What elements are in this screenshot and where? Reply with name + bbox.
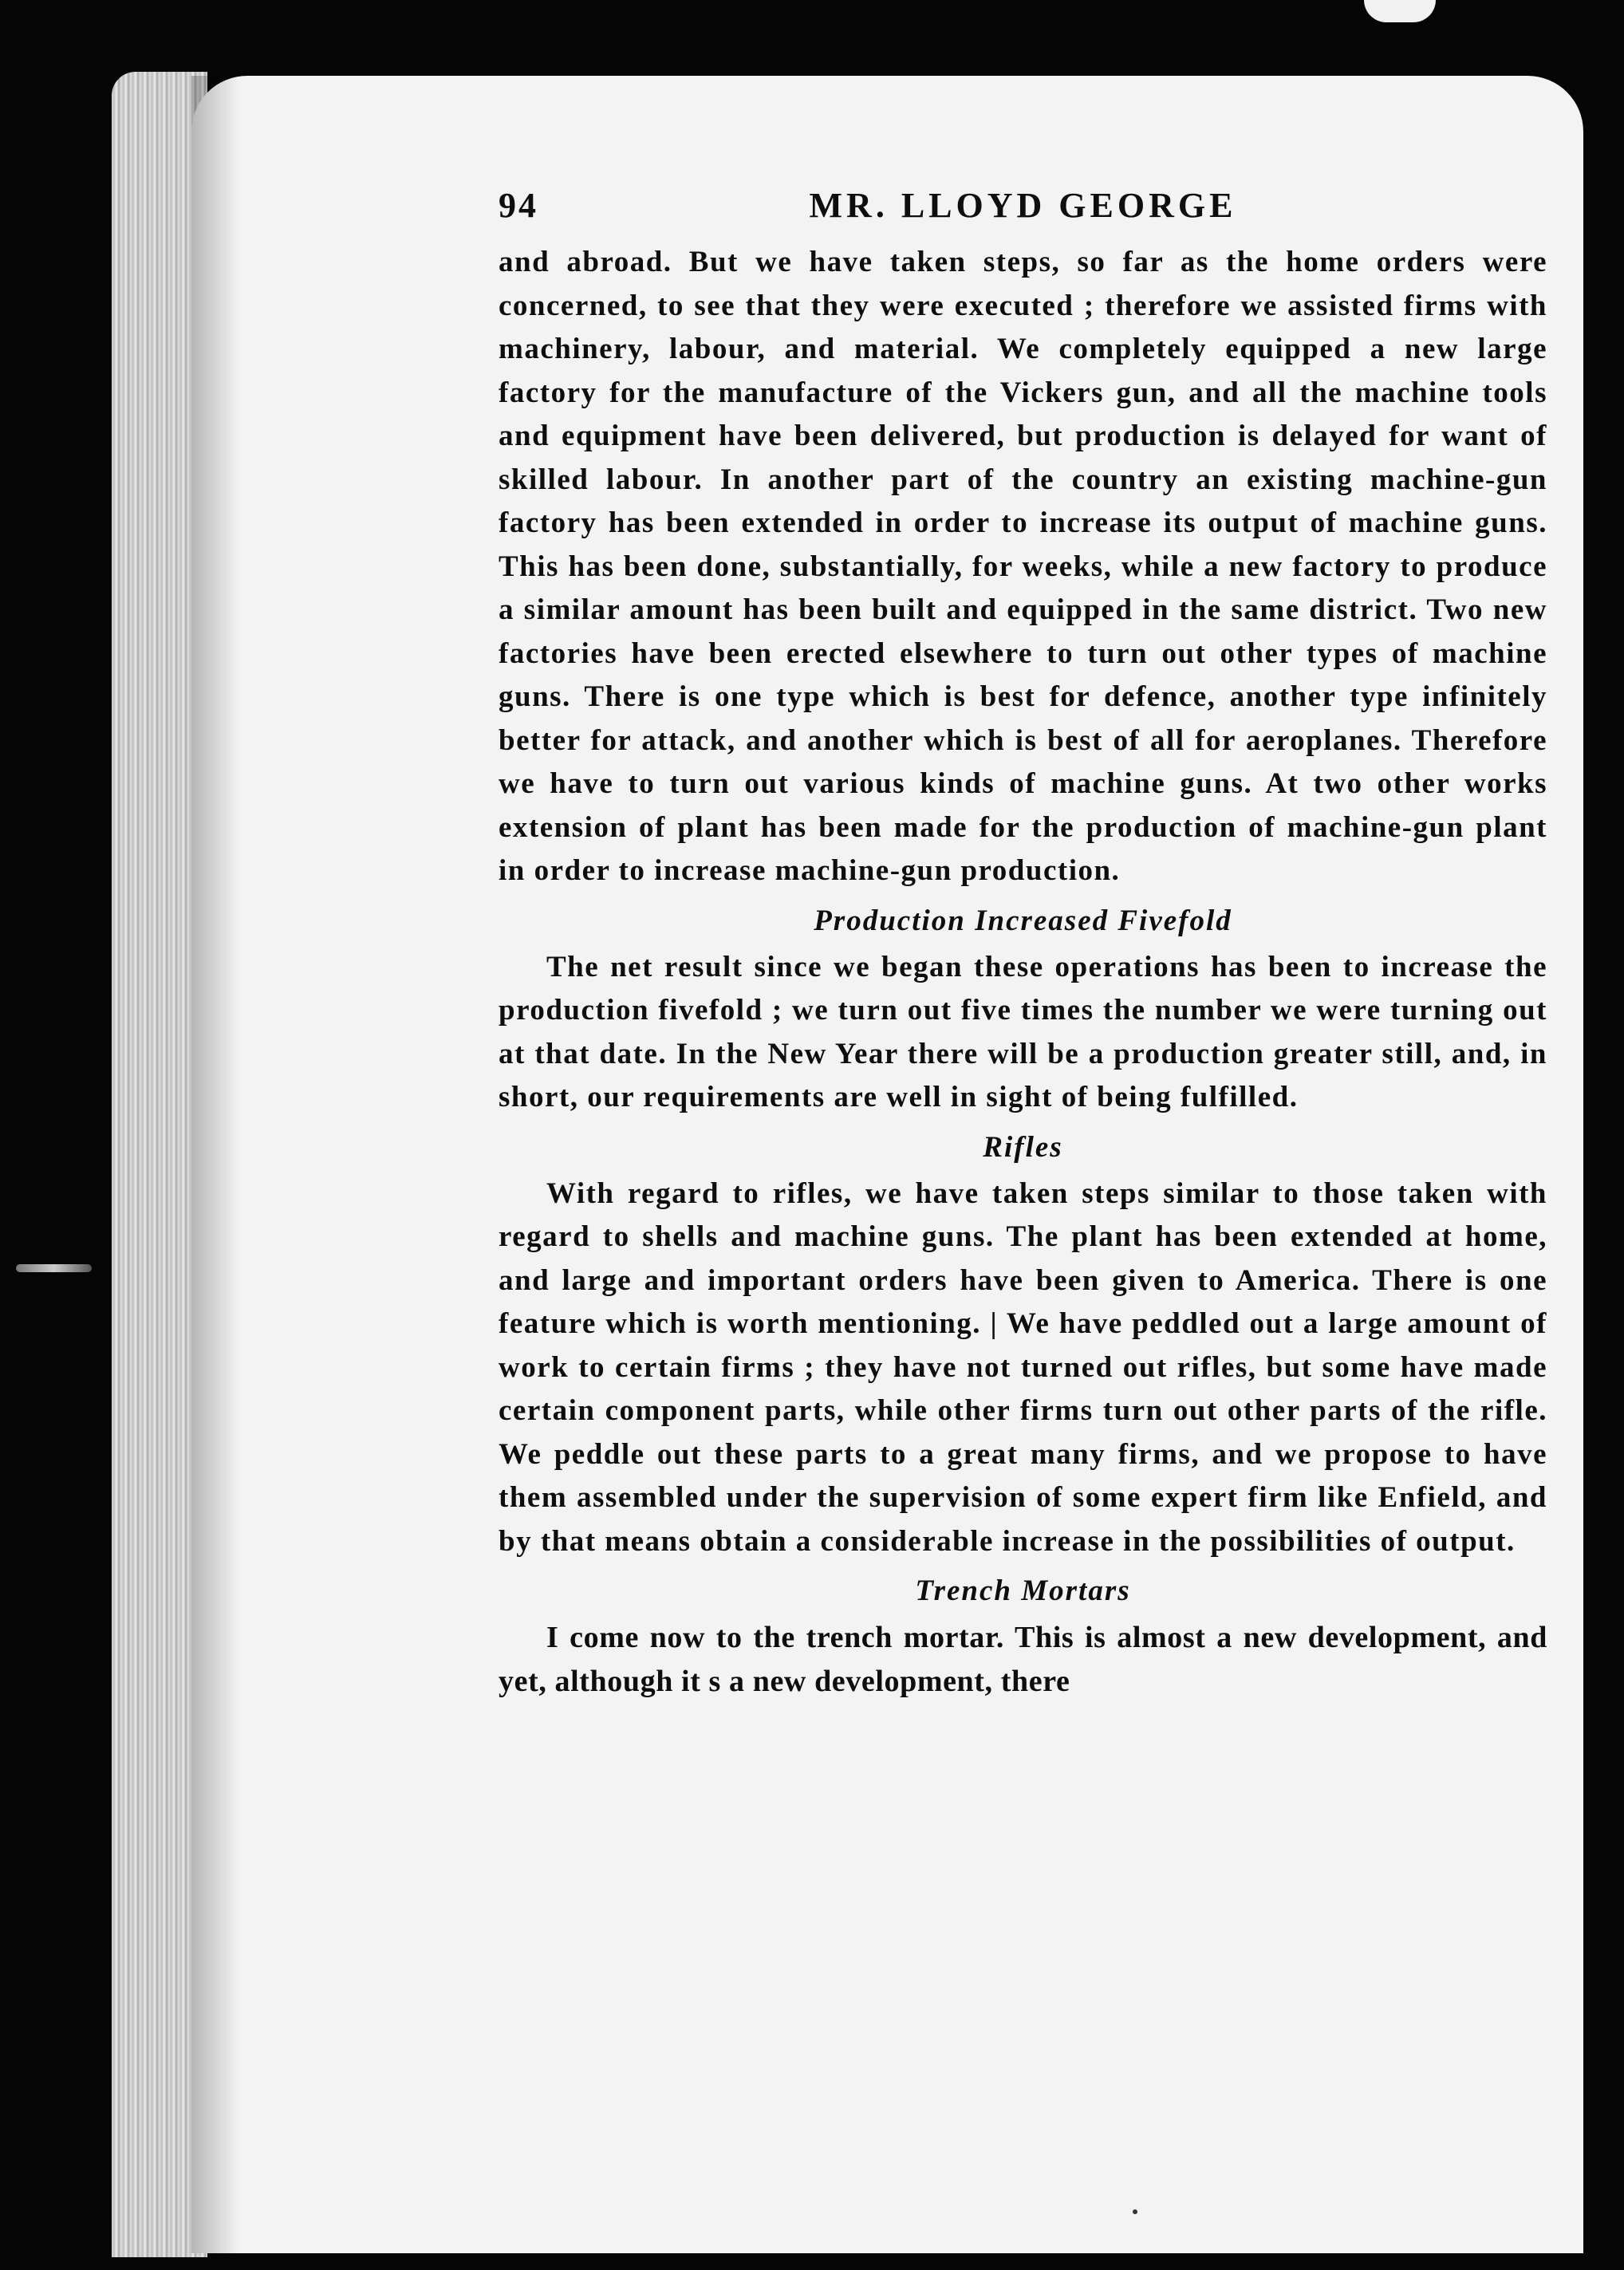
paragraph-production: The net result since we began these operations has been to increase the production fivefold ; we turn out five times the number we were turning out at that date. In the New Year there will be a production greater still, and, in short, our requirements are well in sight of being fulfilled. [499, 950, 1547, 1113]
scan-artifact [1364, 0, 1436, 22]
section-heading-production: Production Increased Fivefold [814, 904, 1232, 937]
section-heading-rifles: Rifles [983, 1130, 1063, 1164]
margin-mark [16, 1264, 92, 1272]
running-head-title: MR. LLOYD GEORGE [809, 186, 1237, 225]
page-text-block [499, 185, 1547, 1703]
stray-ink-dot [1133, 2209, 1137, 2214]
paragraph-machine-guns: and abroad. But we have taken steps, so far as the home orders were concerned, to see that they were executed ; therefore we assisted firms with machinery, labour, and material. We completely equipped a new large factory for the manufacture of the Vickers gun, and all the machine tools and equipment have been delivered, but production is delayed for want of skilled labour. In another part of the country an existing machine-gun factory has been extended in order to increase its output of machine guns. This has been done, substantially, for weeks, while a new factory to produce a similar amount has been built and equipped in the same district. Two new factories have been erected elsewhere to turn out other types of machine guns. There is one type which is best for defence, another type infinitely better for attack, and another which is best of all for aeroplanes. Therefore we have to turn out various kinds of machine guns. At two other works extension of plant has been made for the production of machine-gun plant in order to increase machine-gun production. [499, 246, 1547, 887]
spine-shadow [191, 76, 239, 2253]
paragraph-trench-mortars: I come now to the trench mortar. This is almost a new development, and yet, although it s a new development, there [499, 1621, 1547, 1698]
section-heading-trench-mortars: Trench Mortars [915, 1574, 1131, 1607]
page-number: 94 [499, 186, 538, 225]
paragraph-rifles: With regard to rifles, we have taken steps similar to those taken with regard to shells and machine guns. The plant has been extended at home, and large and important orders have been given to America. There is one feature which is worth mentioning. | We have peddled out a large amount of work to certain firms ; they have not turned out rifles, but some have made certain component parts, while other firms turn out other parts of the rifle. We peddle out these parts to a great many firms, and we propose to have them assembled under the supervision of some expert firm like Enfield, and by that means obtain a considerable increase in the possibilities of output. [499, 1176, 1547, 1558]
running-head [499, 185, 1547, 241]
